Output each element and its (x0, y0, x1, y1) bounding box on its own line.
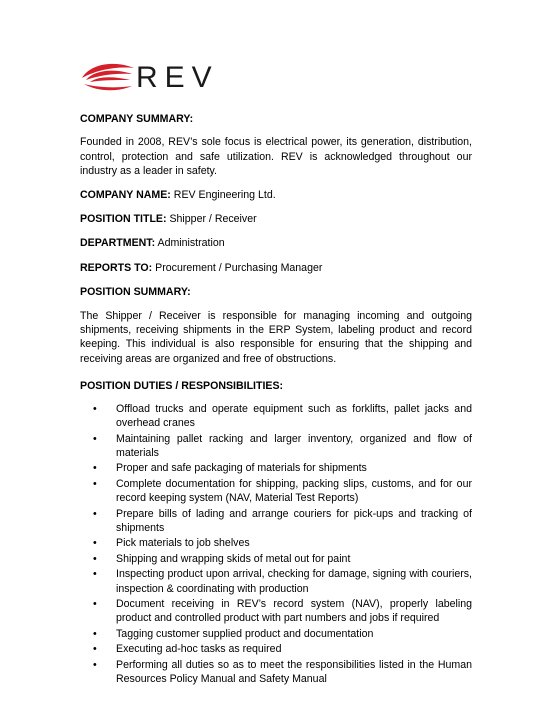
logo-wordmark: REV (136, 61, 219, 94)
position-title-field (80, 212, 472, 226)
company-logo (80, 58, 270, 98)
list-item: • Executing ad-hoc tasks as required (116, 642, 472, 656)
position-title-label: POSITION TITLE: (80, 213, 167, 226)
position-summary-text: The Shipper / Receiver is responsible for managing incoming and outgoing shipments, receiving shipments in the ERP System, labeling product and record keeping. This individual is also responsible for ensuring that the shipping and receiving areas are organized and free of obstructions. (80, 309, 472, 365)
list-item: • Inspecting product upon arrival, checking for damage, signing with couriers, inspection & coordinating with production (116, 567, 472, 596)
list-item: • Offload trucks and operate equipment such as forklifts, pallet jacks and overhead cranes (116, 402, 472, 431)
list-item: • Prepare bills of lading and arrange couriers for pick-ups and tracking of shipments (116, 507, 472, 536)
duties-heading: POSITION DUTIES / RESPONSIBILITIES: (80, 380, 284, 393)
position-summary-heading: POSITION SUMMARY: (80, 286, 191, 299)
reports-to-label: REPORTS TO: (80, 261, 153, 274)
rev-swoosh-icon (80, 58, 136, 98)
list-item: • Performing all duties so as to meet the responsibilities listed in the Human Resources Policy Manual and Safety Manual (116, 658, 472, 687)
department-field (80, 236, 472, 250)
list-item: • Document receiving in REV’s record system (NAV), properly labeling product and controlled product with part numbers and jobs if required (116, 597, 472, 626)
reports-to-field (80, 261, 472, 275)
company-summary-heading: COMPANY SUMMARY: (80, 113, 194, 125)
department-value: Administration (157, 237, 225, 250)
reports-to-value: Procurement / Purchasing Manager (155, 261, 323, 274)
duties-list (80, 402, 472, 687)
company-name-field (80, 188, 472, 202)
list-item: • Maintaining pallet racking and larger inventory, organized and flow of materials (116, 432, 472, 461)
list-item: • Complete documentation for shipping, packing slips, customs, and for our record keeping system (NAV, Material Test Reports) (116, 477, 472, 506)
list-item: • Tagging customer supplied product and documentation (116, 627, 472, 641)
company-name-label: COMPANY NAME: (80, 188, 171, 201)
department-label: DEPARTMENT: (80, 237, 156, 250)
position-title-value: Shipper / Receiver (169, 213, 257, 226)
company-summary-text: Founded in 2008, REV’s sole focus is electrical power, its generation, distribution, control, protection and safe utilization. REV is acknowledged throughout our industry as a leader in safety. (80, 136, 472, 178)
document-body (80, 112, 472, 687)
company-name-value: REV Engineering Ltd. (173, 188, 276, 201)
list-item: • Proper and safe packaging of materials for shipments (116, 461, 472, 475)
list-item: • Pick materials to job shelves (116, 536, 472, 550)
list-item: • Shipping and wrapping skids of metal out for paint (116, 552, 472, 566)
